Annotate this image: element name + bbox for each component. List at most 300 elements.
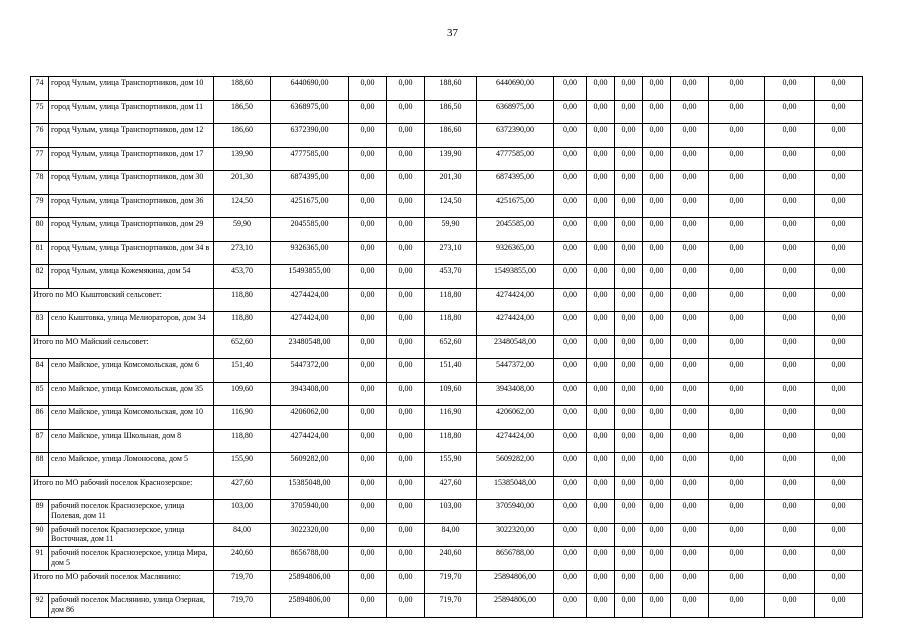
value-cell: 0,00 bbox=[815, 312, 863, 336]
table-row bbox=[31, 312, 863, 336]
value-cell: 0,00 bbox=[387, 335, 425, 359]
value-cell: 0,00 bbox=[349, 124, 387, 148]
value-cell: 0,00 bbox=[387, 288, 425, 312]
value-cell: 0,00 bbox=[387, 594, 425, 618]
value-cell: 3943408,00 bbox=[271, 382, 349, 406]
value-cell: 0,00 bbox=[615, 218, 643, 242]
value-cell: 0,00 bbox=[349, 523, 387, 547]
value-cell: 3943408,00 bbox=[477, 382, 554, 406]
row-number: 78 bbox=[31, 171, 49, 195]
value-cell: 0,00 bbox=[587, 77, 615, 101]
row-number: 79 bbox=[31, 194, 49, 218]
value-cell: 116,90 bbox=[214, 406, 271, 430]
value-cell: 453,70 bbox=[425, 265, 477, 289]
value-cell: 186,50 bbox=[425, 100, 477, 124]
table-row bbox=[31, 124, 863, 148]
value-cell: 0,00 bbox=[349, 194, 387, 218]
row-number: 88 bbox=[31, 453, 49, 477]
value-cell: 0,00 bbox=[615, 288, 643, 312]
table-row bbox=[31, 523, 863, 547]
row-number: 82 bbox=[31, 265, 49, 289]
value-cell: 0,00 bbox=[815, 570, 863, 594]
value-cell: 273,10 bbox=[425, 241, 477, 265]
value-cell: 0,00 bbox=[615, 547, 643, 571]
value-cell: 0,00 bbox=[643, 147, 671, 171]
value-cell: 0,00 bbox=[765, 570, 815, 594]
value-cell: 0,00 bbox=[587, 312, 615, 336]
value-cell: 0,00 bbox=[643, 100, 671, 124]
value-cell: 139,90 bbox=[425, 147, 477, 171]
address-cell: село Майское, улица Комсомольская, дом 10 bbox=[49, 406, 214, 430]
value-cell: 0,00 bbox=[554, 570, 587, 594]
value-cell: 0,00 bbox=[349, 100, 387, 124]
value-cell: 0,00 bbox=[815, 359, 863, 383]
value-cell: 0,00 bbox=[615, 265, 643, 289]
value-cell: 0,00 bbox=[709, 265, 765, 289]
value-cell: 25894806,00 bbox=[271, 594, 349, 618]
value-cell: 0,00 bbox=[671, 594, 709, 618]
value-cell: 109,60 bbox=[425, 382, 477, 406]
address-cell: село Майское, улица Комсомольская, дом 35 bbox=[49, 382, 214, 406]
value-cell: 0,00 bbox=[349, 500, 387, 524]
value-cell: 0,00 bbox=[815, 171, 863, 195]
value-cell: 0,00 bbox=[554, 429, 587, 453]
table-row bbox=[31, 406, 863, 430]
value-cell: 118,80 bbox=[425, 288, 477, 312]
value-cell: 0,00 bbox=[671, 523, 709, 547]
value-cell: 427,60 bbox=[425, 476, 477, 500]
table-row bbox=[31, 241, 863, 265]
value-cell: 6368975,00 bbox=[477, 100, 554, 124]
value-cell: 0,00 bbox=[643, 124, 671, 148]
value-cell: 0,00 bbox=[587, 335, 615, 359]
value-cell: 84,00 bbox=[425, 523, 477, 547]
value-cell: 0,00 bbox=[387, 241, 425, 265]
value-cell: 0,00 bbox=[709, 124, 765, 148]
value-cell: 5609282,00 bbox=[271, 453, 349, 477]
value-cell: 0,00 bbox=[387, 429, 425, 453]
value-cell: 0,00 bbox=[554, 312, 587, 336]
value-cell: 0,00 bbox=[349, 547, 387, 571]
value-cell: 0,00 bbox=[587, 429, 615, 453]
value-cell: 0,00 bbox=[349, 382, 387, 406]
value-cell: 0,00 bbox=[349, 241, 387, 265]
value-cell: 0,00 bbox=[387, 547, 425, 571]
value-cell: 0,00 bbox=[615, 359, 643, 383]
value-cell: 103,00 bbox=[425, 500, 477, 524]
value-cell: 0,00 bbox=[709, 171, 765, 195]
value-cell: 3022320,00 bbox=[271, 523, 349, 547]
value-cell: 0,00 bbox=[709, 359, 765, 383]
value-cell: 3705940,00 bbox=[271, 500, 349, 524]
value-cell: 273,10 bbox=[214, 241, 271, 265]
value-cell: 0,00 bbox=[671, 100, 709, 124]
value-cell: 0,00 bbox=[765, 241, 815, 265]
value-cell: 6372390,00 bbox=[271, 124, 349, 148]
value-cell: 8656788,00 bbox=[271, 547, 349, 571]
value-cell: 0,00 bbox=[643, 476, 671, 500]
value-cell: 0,00 bbox=[349, 288, 387, 312]
value-cell: 427,60 bbox=[214, 476, 271, 500]
value-cell: 25894806,00 bbox=[477, 594, 554, 618]
value-cell: 0,00 bbox=[815, 453, 863, 477]
value-cell: 0,00 bbox=[349, 77, 387, 101]
value-cell: 59,90 bbox=[425, 218, 477, 242]
row-number: 80 bbox=[31, 218, 49, 242]
value-cell: 0,00 bbox=[765, 476, 815, 500]
value-cell: 0,00 bbox=[709, 77, 765, 101]
value-cell: 0,00 bbox=[709, 288, 765, 312]
table-row bbox=[31, 77, 863, 101]
value-cell: 116,90 bbox=[425, 406, 477, 430]
value-cell: 0,00 bbox=[671, 265, 709, 289]
value-cell: 0,00 bbox=[554, 335, 587, 359]
value-cell: 0,00 bbox=[587, 500, 615, 524]
value-cell: 719,70 bbox=[425, 594, 477, 618]
value-cell: 6874395,00 bbox=[477, 171, 554, 195]
value-cell: 0,00 bbox=[587, 476, 615, 500]
table-row bbox=[31, 500, 863, 524]
value-cell: 0,00 bbox=[709, 241, 765, 265]
row-number: 91 bbox=[31, 547, 49, 571]
value-cell: 0,00 bbox=[587, 382, 615, 406]
value-cell: 0,00 bbox=[671, 312, 709, 336]
value-cell: 0,00 bbox=[815, 241, 863, 265]
value-cell: 4274424,00 bbox=[271, 288, 349, 312]
value-cell: 0,00 bbox=[587, 523, 615, 547]
value-cell: 0,00 bbox=[765, 594, 815, 618]
row-number: 85 bbox=[31, 382, 49, 406]
value-cell: 201,30 bbox=[425, 171, 477, 195]
value-cell: 186,60 bbox=[214, 124, 271, 148]
value-cell: 0,00 bbox=[387, 359, 425, 383]
value-cell: 0,00 bbox=[671, 500, 709, 524]
table-row bbox=[31, 218, 863, 242]
value-cell: 0,00 bbox=[387, 570, 425, 594]
address-cell: село Майское, улица Комсомольская, дом 6 bbox=[49, 359, 214, 383]
value-cell: 0,00 bbox=[554, 124, 587, 148]
total-row bbox=[31, 476, 863, 500]
value-cell: 0,00 bbox=[554, 218, 587, 242]
value-cell: 103,00 bbox=[214, 500, 271, 524]
value-cell: 0,00 bbox=[671, 124, 709, 148]
value-cell: 5447372,00 bbox=[271, 359, 349, 383]
address-cell: город Чулым, улица Транспортников, дом 11 bbox=[49, 100, 214, 124]
value-cell: 0,00 bbox=[615, 241, 643, 265]
value-cell: 0,00 bbox=[709, 453, 765, 477]
value-cell: 0,00 bbox=[643, 359, 671, 383]
address-cell: рабочий поселок Краснозерское, улица Мира, дом 5 bbox=[49, 547, 214, 571]
table-row bbox=[31, 171, 863, 195]
value-cell: 0,00 bbox=[815, 218, 863, 242]
value-cell: 453,70 bbox=[214, 265, 271, 289]
row-number: 90 bbox=[31, 523, 49, 547]
value-cell: 0,00 bbox=[615, 100, 643, 124]
value-cell: 0,00 bbox=[643, 171, 671, 195]
value-cell: 0,00 bbox=[387, 382, 425, 406]
address-cell: город Чулым, улица Транспортников, дом 29 bbox=[49, 218, 214, 242]
value-cell: 0,00 bbox=[587, 594, 615, 618]
value-cell: 0,00 bbox=[615, 453, 643, 477]
value-cell: 0,00 bbox=[387, 147, 425, 171]
value-cell: 0,00 bbox=[587, 453, 615, 477]
table-row bbox=[31, 265, 863, 289]
value-cell: 0,00 bbox=[643, 241, 671, 265]
value-cell: 0,00 bbox=[765, 453, 815, 477]
value-cell: 0,00 bbox=[671, 147, 709, 171]
address-cell: село Майское, улица Ломоносова, дом 5 bbox=[49, 453, 214, 477]
value-cell: 4274424,00 bbox=[477, 288, 554, 312]
value-cell: 0,00 bbox=[671, 453, 709, 477]
value-cell: 0,00 bbox=[387, 218, 425, 242]
value-cell: 0,00 bbox=[615, 382, 643, 406]
value-cell: 59,90 bbox=[214, 218, 271, 242]
value-cell: 0,00 bbox=[387, 194, 425, 218]
table-row bbox=[31, 547, 863, 571]
value-cell: 0,00 bbox=[815, 500, 863, 524]
value-cell: 0,00 bbox=[671, 476, 709, 500]
value-cell: 0,00 bbox=[671, 570, 709, 594]
housing-repair-table bbox=[30, 76, 863, 618]
page-number: 37 bbox=[447, 27, 458, 39]
total-row bbox=[31, 335, 863, 359]
value-cell: 0,00 bbox=[709, 100, 765, 124]
value-cell: 25894806,00 bbox=[477, 570, 554, 594]
address-cell: город Чулым, улица Транспортников, дом 36 bbox=[49, 194, 214, 218]
value-cell: 240,60 bbox=[425, 547, 477, 571]
value-cell: 0,00 bbox=[587, 218, 615, 242]
value-cell: 15385048,00 bbox=[271, 476, 349, 500]
value-cell: 0,00 bbox=[387, 124, 425, 148]
address-cell: рабочий поселок Маслянино, улица Озерная, дом 86 bbox=[49, 594, 214, 618]
value-cell: 0,00 bbox=[587, 194, 615, 218]
row-number: 87 bbox=[31, 429, 49, 453]
value-cell: 6440690,00 bbox=[271, 77, 349, 101]
value-cell: 0,00 bbox=[643, 288, 671, 312]
value-cell: 0,00 bbox=[709, 523, 765, 547]
address-cell: город Чулым, улица Транспортников, дом 17 bbox=[49, 147, 214, 171]
value-cell: 0,00 bbox=[765, 312, 815, 336]
value-cell: 4274424,00 bbox=[271, 312, 349, 336]
value-cell: 0,00 bbox=[671, 382, 709, 406]
value-cell: 0,00 bbox=[671, 77, 709, 101]
value-cell: 0,00 bbox=[765, 77, 815, 101]
value-cell: 0,00 bbox=[615, 147, 643, 171]
value-cell: 118,80 bbox=[214, 429, 271, 453]
value-cell: 124,50 bbox=[214, 194, 271, 218]
value-cell: 0,00 bbox=[643, 453, 671, 477]
value-cell: 0,00 bbox=[587, 171, 615, 195]
value-cell: 0,00 bbox=[587, 547, 615, 571]
value-cell: 15493855,00 bbox=[271, 265, 349, 289]
address-cell: город Чулым, улица Транспортников, дом 34 в bbox=[49, 241, 214, 265]
value-cell: 0,00 bbox=[349, 429, 387, 453]
value-cell: 0,00 bbox=[765, 359, 815, 383]
value-cell: 0,00 bbox=[587, 570, 615, 594]
value-cell: 0,00 bbox=[815, 382, 863, 406]
value-cell: 0,00 bbox=[643, 265, 671, 289]
value-cell: 0,00 bbox=[587, 406, 615, 430]
value-cell: 652,60 bbox=[214, 335, 271, 359]
value-cell: 0,00 bbox=[765, 335, 815, 359]
value-cell: 0,00 bbox=[765, 382, 815, 406]
value-cell: 0,00 bbox=[815, 547, 863, 571]
value-cell: 186,50 bbox=[214, 100, 271, 124]
value-cell: 0,00 bbox=[615, 570, 643, 594]
value-cell: 0,00 bbox=[709, 429, 765, 453]
value-cell: 23480548,00 bbox=[271, 335, 349, 359]
value-cell: 201,30 bbox=[214, 171, 271, 195]
value-cell: 4251675,00 bbox=[477, 194, 554, 218]
value-cell: 0,00 bbox=[554, 265, 587, 289]
table-row bbox=[31, 147, 863, 171]
total-row bbox=[31, 570, 863, 594]
value-cell: 0,00 bbox=[765, 523, 815, 547]
total-label: Итого по МО рабочий поселок Краснозерское: bbox=[31, 476, 214, 500]
value-cell: 0,00 bbox=[615, 77, 643, 101]
value-cell: 0,00 bbox=[554, 77, 587, 101]
value-cell: 6874395,00 bbox=[271, 171, 349, 195]
address-cell: город Чулым, улица Кожемякина, дом 54 bbox=[49, 265, 214, 289]
value-cell: 118,80 bbox=[214, 312, 271, 336]
value-cell: 6440690,00 bbox=[477, 77, 554, 101]
value-cell: 0,00 bbox=[765, 171, 815, 195]
table-row bbox=[31, 453, 863, 477]
value-cell: 4777585,00 bbox=[271, 147, 349, 171]
value-cell: 124,50 bbox=[425, 194, 477, 218]
value-cell: 109,60 bbox=[214, 382, 271, 406]
value-cell: 0,00 bbox=[349, 265, 387, 289]
value-cell: 0,00 bbox=[643, 500, 671, 524]
value-cell: 2045585,00 bbox=[271, 218, 349, 242]
value-cell: 4274424,00 bbox=[271, 429, 349, 453]
value-cell: 0,00 bbox=[387, 476, 425, 500]
value-cell: 0,00 bbox=[554, 359, 587, 383]
table-row bbox=[31, 382, 863, 406]
value-cell: 0,00 bbox=[671, 218, 709, 242]
value-cell: 0,00 bbox=[643, 523, 671, 547]
value-cell: 0,00 bbox=[554, 500, 587, 524]
address-cell: село Кыштовка, улица Мелиораторов, дом 34 bbox=[49, 312, 214, 336]
value-cell: 0,00 bbox=[815, 406, 863, 430]
value-cell: 0,00 bbox=[615, 476, 643, 500]
total-label: Итого по МО Майский сельсовет: bbox=[31, 335, 214, 359]
value-cell: 0,00 bbox=[587, 147, 615, 171]
value-cell: 0,00 bbox=[554, 241, 587, 265]
value-cell: 0,00 bbox=[815, 335, 863, 359]
value-cell: 0,00 bbox=[815, 523, 863, 547]
value-cell: 240,60 bbox=[214, 547, 271, 571]
value-cell: 0,00 bbox=[554, 100, 587, 124]
row-number: 89 bbox=[31, 500, 49, 524]
value-cell: 0,00 bbox=[671, 406, 709, 430]
value-cell: 0,00 bbox=[815, 77, 863, 101]
value-cell: 0,00 bbox=[554, 171, 587, 195]
value-cell: 84,00 bbox=[214, 523, 271, 547]
value-cell: 0,00 bbox=[587, 124, 615, 148]
value-cell: 0,00 bbox=[387, 171, 425, 195]
value-cell: 0,00 bbox=[349, 453, 387, 477]
value-cell: 0,00 bbox=[815, 147, 863, 171]
value-cell: 0,00 bbox=[554, 547, 587, 571]
row-number: 84 bbox=[31, 359, 49, 383]
address-cell: село Майское, улица Школьная, дом 8 bbox=[49, 429, 214, 453]
value-cell: 0,00 bbox=[815, 594, 863, 618]
address-cell: город Чулым, улица Транспортников, дом 30 bbox=[49, 171, 214, 195]
row-number: 81 bbox=[31, 241, 49, 265]
value-cell: 0,00 bbox=[387, 100, 425, 124]
value-cell: 0,00 bbox=[387, 312, 425, 336]
value-cell: 0,00 bbox=[643, 312, 671, 336]
value-cell: 9326365,00 bbox=[271, 241, 349, 265]
value-cell: 0,00 bbox=[349, 476, 387, 500]
value-cell: 0,00 bbox=[587, 359, 615, 383]
value-cell: 6368975,00 bbox=[271, 100, 349, 124]
value-cell: 0,00 bbox=[349, 218, 387, 242]
value-cell: 0,00 bbox=[815, 429, 863, 453]
row-number: 76 bbox=[31, 124, 49, 148]
value-cell: 0,00 bbox=[615, 406, 643, 430]
value-cell: 0,00 bbox=[671, 171, 709, 195]
value-cell: 0,00 bbox=[643, 429, 671, 453]
value-cell: 0,00 bbox=[554, 406, 587, 430]
value-cell: 0,00 bbox=[765, 500, 815, 524]
value-cell: 0,00 bbox=[554, 147, 587, 171]
table-row bbox=[31, 100, 863, 124]
value-cell: 0,00 bbox=[643, 594, 671, 618]
value-cell: 0,00 bbox=[643, 547, 671, 571]
value-cell: 0,00 bbox=[765, 147, 815, 171]
value-cell: 0,00 bbox=[554, 476, 587, 500]
value-cell: 0,00 bbox=[387, 77, 425, 101]
value-cell: 0,00 bbox=[765, 194, 815, 218]
value-cell: 0,00 bbox=[709, 547, 765, 571]
value-cell: 0,00 bbox=[643, 218, 671, 242]
row-number: 74 bbox=[31, 77, 49, 101]
value-cell: 0,00 bbox=[615, 429, 643, 453]
value-cell: 0,00 bbox=[671, 547, 709, 571]
value-cell: 0,00 bbox=[765, 406, 815, 430]
value-cell: 4777585,00 bbox=[477, 147, 554, 171]
value-cell: 0,00 bbox=[671, 335, 709, 359]
value-cell: 0,00 bbox=[587, 288, 615, 312]
value-cell: 155,90 bbox=[214, 453, 271, 477]
value-cell: 188,60 bbox=[214, 77, 271, 101]
value-cell: 0,00 bbox=[615, 194, 643, 218]
value-cell: 0,00 bbox=[709, 476, 765, 500]
value-cell: 8656788,00 bbox=[477, 547, 554, 571]
value-cell: 719,70 bbox=[214, 570, 271, 594]
value-cell: 0,00 bbox=[554, 194, 587, 218]
value-cell: 0,00 bbox=[349, 171, 387, 195]
value-cell: 0,00 bbox=[709, 194, 765, 218]
value-cell: 186,60 bbox=[425, 124, 477, 148]
value-cell: 9326365,00 bbox=[477, 241, 554, 265]
value-cell: 0,00 bbox=[615, 594, 643, 618]
value-cell: 0,00 bbox=[815, 265, 863, 289]
value-cell: 0,00 bbox=[615, 523, 643, 547]
table-row bbox=[31, 359, 863, 383]
value-cell: 5609282,00 bbox=[477, 453, 554, 477]
value-cell: 0,00 bbox=[815, 476, 863, 500]
value-cell: 155,90 bbox=[425, 453, 477, 477]
table-row bbox=[31, 594, 863, 618]
value-cell: 0,00 bbox=[615, 312, 643, 336]
value-cell: 4251675,00 bbox=[271, 194, 349, 218]
value-cell: 0,00 bbox=[643, 77, 671, 101]
address-cell: город Чулым, улица Транспортников, дом 12 bbox=[49, 124, 214, 148]
value-cell: 0,00 bbox=[671, 194, 709, 218]
